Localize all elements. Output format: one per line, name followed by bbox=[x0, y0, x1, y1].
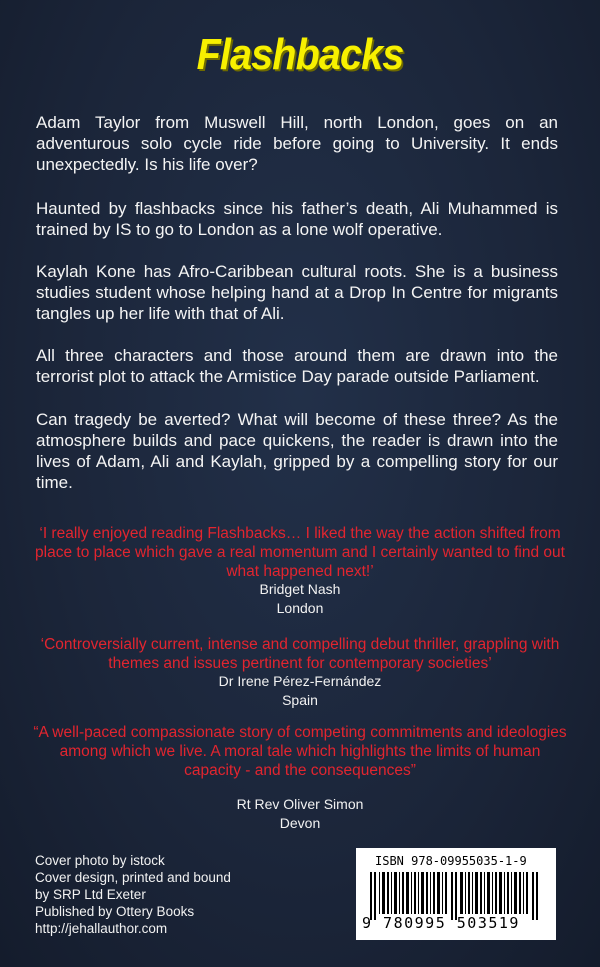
barcode-bars bbox=[366, 872, 546, 920]
credit-line-1: Cover photo by istock bbox=[35, 853, 165, 868]
review-quote-2: ‘Controversially current, intense and compelling debut thriller, grappling with themes and issues pertinent for contemporary societies’ bbox=[40, 636, 560, 672]
blurb-paragraph-1: Adam Taylor from Muswell Hill, north London, goes on an adventurous solo cycle ride before going to University. It ends unexpectedly. Is his life over? bbox=[36, 113, 558, 174]
isbn-barcode bbox=[356, 848, 556, 940]
review-quote-1: ‘I really enjoyed reading Flashbacks… I liked the way the action shifted from place to place which gave a real momentum and I certainly wanted to find out what happened next!’ bbox=[35, 525, 565, 580]
blurb-paragraph-2: Haunted by flashbacks since his father’s death, Ali Muhammed is trained by IS to go to London as a lone wolf operative. bbox=[36, 199, 558, 239]
blurb-paragraph-5: Can tragedy be averted? What will become of these three? As the atmosphere builds and pace quickens, the reader is drawn into the lives of Adam, Ali and Kaylah, gripped by a compelling story for our time. bbox=[36, 410, 558, 492]
credit-line-4: Published by Ottery Books bbox=[35, 904, 195, 919]
author-website-url: http://jehallauthor.com bbox=[35, 921, 168, 936]
review-place-1: London bbox=[276, 600, 324, 616]
blurb-paragraph-3: Kaylah Kone has Afro-Caribbean cultural roots. She is a business studies student whose helping hand at a Drop In Centre for migrants tangles up her life with that of Ali. bbox=[36, 262, 558, 323]
review-name-2: Dr Irene Pérez-Fernández bbox=[218, 673, 382, 689]
review-name-1: Bridget Nash bbox=[259, 581, 341, 597]
review-place-3: Devon bbox=[279, 815, 321, 831]
credit-line-2: Cover design, printed and bound bbox=[35, 870, 231, 885]
review-name-3: Rt Rev Oliver Simon bbox=[236, 796, 364, 812]
review-quote-3: “A well-paced compassionate story of competing commitments and ideologies among which we live. A moral tale which highlights the limits of human capacity - and the consequences” bbox=[33, 724, 567, 779]
publication-credits bbox=[35, 852, 315, 937]
barcode-digits: 9 780995 503519 bbox=[362, 914, 520, 932]
credit-line-3: by SRP Ltd Exeter bbox=[35, 887, 146, 902]
review-place-2: Spain bbox=[282, 692, 318, 708]
blurb-paragraph-4: All three characters and those around them are drawn into the terrorist plot to attack the Armistice Day parade outside Parliament. bbox=[36, 346, 558, 386]
book-title: Flashbacks bbox=[196, 30, 404, 79]
isbn-label: ISBN 978-09955035-1-9 bbox=[375, 854, 527, 868]
